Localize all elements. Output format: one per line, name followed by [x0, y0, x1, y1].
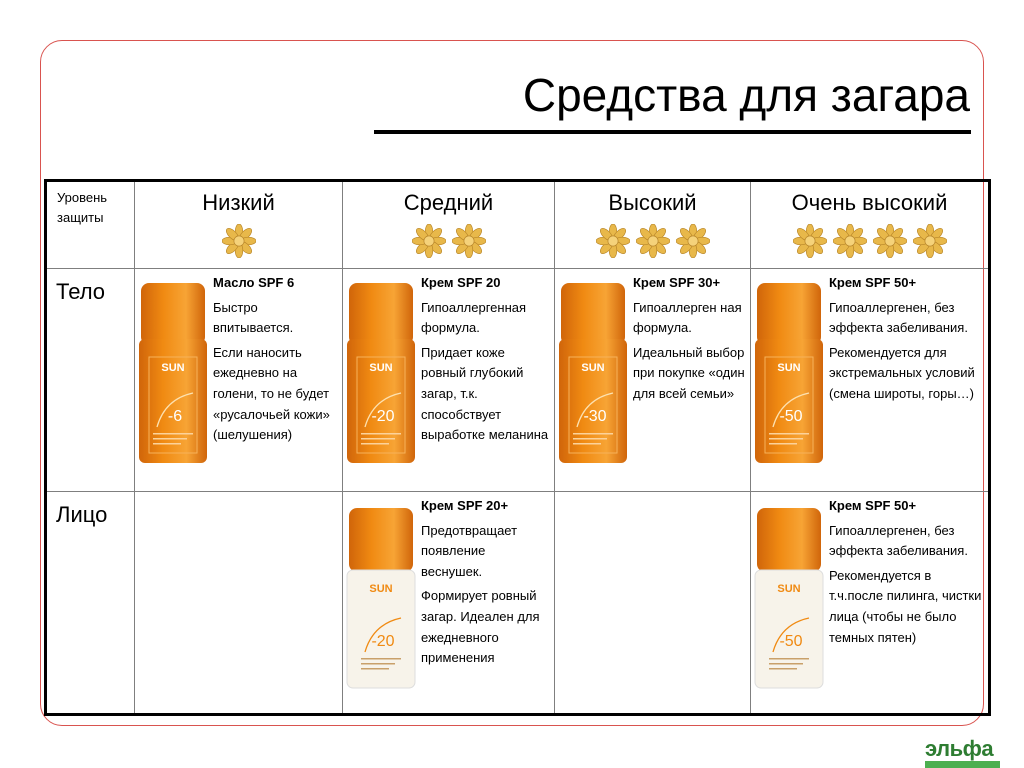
sun-star-icon — [452, 224, 486, 258]
sun-star-icon — [873, 224, 907, 258]
product-description — [633, 273, 746, 409]
product-cell — [555, 269, 751, 492]
star-rating — [343, 224, 554, 258]
product-text: Предотвращает появление веснушек. — [421, 522, 518, 579]
star-rating — [751, 224, 988, 258]
row-label-cell — [46, 269, 135, 492]
level-label: Средний — [403, 190, 494, 215]
product-text: Идеальный выбор при покупке «один для всей семьи» — [633, 344, 745, 401]
bottle-spf-text: -50 — [779, 408, 803, 425]
brand-logo — [925, 736, 1000, 768]
bottle-brand-text: SUN — [777, 362, 801, 374]
sun-star-icon — [412, 224, 446, 258]
sunscreen-bottle-image — [345, 281, 417, 465]
bottle-brand-text: SUN — [777, 583, 801, 595]
level-label: Очень высокий — [791, 190, 948, 215]
product-cell — [135, 269, 343, 492]
product-cell — [555, 492, 751, 715]
sunscreen-bottle-image — [137, 281, 209, 465]
sunscreen-bottle-image — [345, 506, 417, 690]
product-description — [829, 273, 984, 409]
sun-star-icon — [636, 224, 670, 258]
product-text: Гипоаллергенен, без эффекта забеливания. — [829, 522, 968, 559]
product-name: Масло SPF 6 — [213, 275, 295, 290]
product-cell — [751, 269, 990, 492]
level-header-very-high — [751, 181, 990, 269]
bottle-spf-text: -6 — [167, 408, 183, 425]
bottle-brand-text: SUN — [161, 362, 185, 374]
product-cell — [343, 492, 555, 715]
row-label: Тело — [56, 279, 106, 304]
level-header-medium — [343, 181, 555, 269]
product-name: Крем SPF 50+ — [829, 498, 917, 513]
product-cell — [135, 492, 343, 715]
product-name: Крем SPF 20 — [421, 275, 501, 290]
page-title: Средства для загара — [522, 69, 970, 121]
product-text: Гипоаллерген ная формула. — [633, 299, 742, 336]
sunscreen-bottle-image — [753, 281, 825, 465]
sun-star-icon — [913, 224, 947, 258]
title-underline — [374, 130, 971, 134]
product-name: Крем SPF 50+ — [829, 275, 917, 290]
bottle-spf-text: -20 — [371, 408, 395, 425]
sunscreen-bottle-image — [753, 506, 825, 690]
level-label: Низкий — [202, 190, 275, 215]
sun-star-icon — [596, 224, 630, 258]
product-name: Крем SPF 30+ — [633, 275, 721, 290]
product-text: Быстро впитывается. — [213, 299, 294, 336]
sun-star-icon — [833, 224, 867, 258]
sun-star-icon — [222, 224, 256, 258]
product-text: Гипоаллергенен, без эффекта забеливания. — [829, 299, 968, 336]
bottle-spf-text: -50 — [779, 633, 803, 650]
star-rating — [555, 224, 750, 258]
protection-level-label: Уровень защиты — [57, 190, 108, 225]
bottle-spf-text: -30 — [583, 408, 607, 425]
product-description — [421, 273, 550, 450]
product-description — [421, 496, 550, 673]
logo-bar — [925, 761, 1000, 768]
sun-star-icon — [676, 224, 710, 258]
product-text: Рекомендуется в т.ч.после пилинга, чистки лица (чтобы не было темных пятен) — [829, 567, 982, 645]
level-label: Высокий — [608, 190, 697, 215]
product-text: Рекомендуется для экстремальных условий (смена широты, горы…) — [829, 344, 975, 401]
product-name: Крем SPF 20+ — [421, 498, 509, 513]
sun-star-icon — [793, 224, 827, 258]
table-row-face — [46, 492, 990, 715]
product-text: Если наносить ежедневно на голени, то не будет «русалочьей кожи» (шелушения) — [213, 344, 330, 443]
bottle-brand-text: SUN — [581, 362, 605, 374]
header-row — [46, 181, 990, 269]
table-row-body — [46, 269, 990, 492]
bottle-spf-text: -20 — [371, 633, 395, 650]
level-header-high — [555, 181, 751, 269]
logo-text: эльфа — [925, 736, 994, 761]
product-text: Формирует ровный загар. Идеален для ежедневного применения — [421, 588, 540, 666]
row-label-cell — [46, 492, 135, 715]
product-cell — [343, 269, 555, 492]
star-rating — [135, 224, 342, 258]
row-label: Лицо — [56, 502, 108, 527]
product-text: Придает коже ровный глубокий загар, т.к. способствует выработке меланина — [421, 344, 549, 443]
product-cell — [751, 492, 990, 715]
corner-cell — [46, 181, 135, 269]
bottle-brand-text: SUN — [369, 583, 393, 595]
sunscreen-bottle-image — [557, 281, 629, 465]
product-description — [213, 273, 338, 450]
product-text: Гипоаллергенная формула. — [421, 299, 527, 336]
product-table — [44, 179, 991, 716]
level-header-low — [135, 181, 343, 269]
bottle-brand-text: SUN — [369, 362, 393, 374]
product-description — [829, 496, 984, 652]
